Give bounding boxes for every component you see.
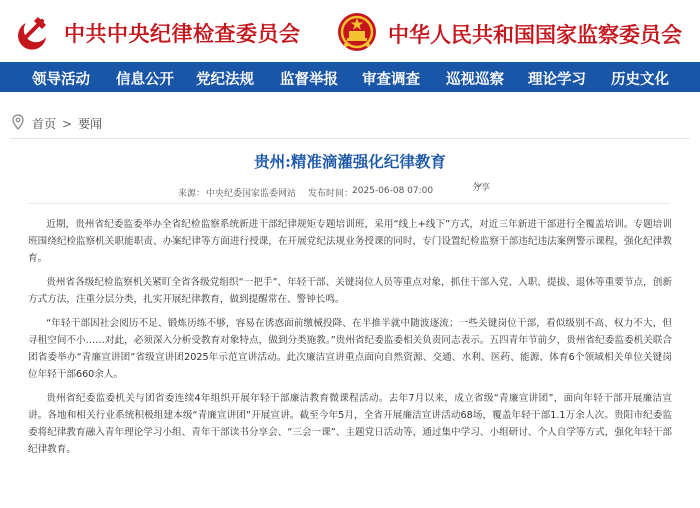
date-label: 发布时间： (308, 189, 354, 199)
party-emblem-icon (14, 11, 54, 55)
article-paragraph: 贵州省纪委监委机关与团省委连续4年组织开展年轻干部廉洁教育微课程活动。去年7月以来，成立省级“青廉宣讲团”，面向年轻干部开展廉洁宣讲。各地和相关行业系统积极组建本级“青廉宣讲团”开展宣讲。截至今年5月，全省开展廉洁宣讲活动68场，覆盖年轻干部1.1万余人次。贵阳市纪委监委将纪律教育融入青年理论学习小组、青年干部读书分享会、“三会一课”、主题党日活动等，通过集中学习、小组研讨、个人自学等方式，强化年轻干部纪律教育。 (28, 393, 672, 455)
nav-item-investigation[interactable]: 审查调查 (362, 71, 420, 88)
chevron-down-icon (475, 181, 482, 191)
article-paragraph: 贵州省各级纪检监察机关紧盯全省各级党组织“一把手”、年轻干部、关键岗位人员等重点对象，抓住干部入党、入职、提拔、退休等重要节点，创新方式方法，注重分层分类，扎实开展纪律教育，做到提醒常在、警钟长鸣。 (28, 277, 672, 305)
nav-item-leadership[interactable]: 领导活动 (32, 71, 90, 88)
location-pin-icon (12, 114, 24, 133)
source-value: 中央纪委国家监委网站 (206, 189, 297, 199)
nav-item-info[interactable]: 信息公开 (116, 71, 174, 88)
source-label: 来源： (178, 189, 206, 199)
nsc-name: 中华人民共和国国家监察委员会 (388, 22, 682, 47)
national-emblem-icon (336, 11, 378, 57)
article-title: 贵州:精准滴灌强化纪律教育 (254, 152, 446, 171)
article-paragraph: 近期，贵州省纪委监委举办全省纪检监察系统新进干部纪律规矩专题培训班，采用“线上+线下”方式，对近三年新进干部进行全覆盖培训。专题培训班围绕纪检监察机关职能职责、办案纪律等方面进行授课，在开展党纪法规业务授课的同时，专门设置纪检监察干部违纪违法案例警示课程，强化纪律教育。 (28, 219, 672, 264)
article-body (28, 216, 672, 465)
breadcrumb (12, 114, 102, 133)
ccdi-logo[interactable] (14, 11, 301, 55)
nav-item-theory[interactable]: 理论学习 (528, 71, 586, 88)
nsc-logo[interactable] (336, 11, 682, 57)
nav-item-inspection[interactable]: 巡视巡察 (446, 71, 504, 88)
nav-item-regulations[interactable]: 党纪法规 (196, 71, 254, 88)
article-paragraph: “年轻干部因社会阅历不足、锻炼历练不够，容易在诱惑面前缴械投降、在半推半就中随波逐流；一些关键岗位干部，看似级别不高、权力不大，但寻租空间不小……对此，必须深入分析受教育对象特点，做到分类施教。”贵州省纪委监委相关负责同志表示。五四青年节前夕，贵州省纪委监委机关联合团省委举办“青廉宣讲团”省级宣讲团2025年示范宣讲活动。此次廉洁宣讲重点面向自然资源、交通、水利、医药、能源、体育6个领域相关单位关键岗位年轻干部660余人。 (28, 318, 672, 380)
share-label: 分享 (472, 182, 491, 193)
breadcrumb-divider (10, 138, 690, 139)
date-value: 2025-06-08 07:00 (352, 186, 434, 196)
ccdi-name: 中共中央纪律检查委员会 (64, 21, 301, 46)
breadcrumb-home[interactable]: 首页 (32, 117, 57, 131)
breadcrumb-section[interactable]: 要闻 (78, 117, 103, 131)
nav-item-report[interactable]: 监督举报 (280, 71, 338, 88)
nav-item-history[interactable]: 历史文化 (611, 71, 669, 88)
main-nav (0, 62, 700, 92)
meta-divider (28, 203, 670, 204)
breadcrumb-separator: > (62, 116, 73, 131)
site-header (0, 0, 700, 62)
